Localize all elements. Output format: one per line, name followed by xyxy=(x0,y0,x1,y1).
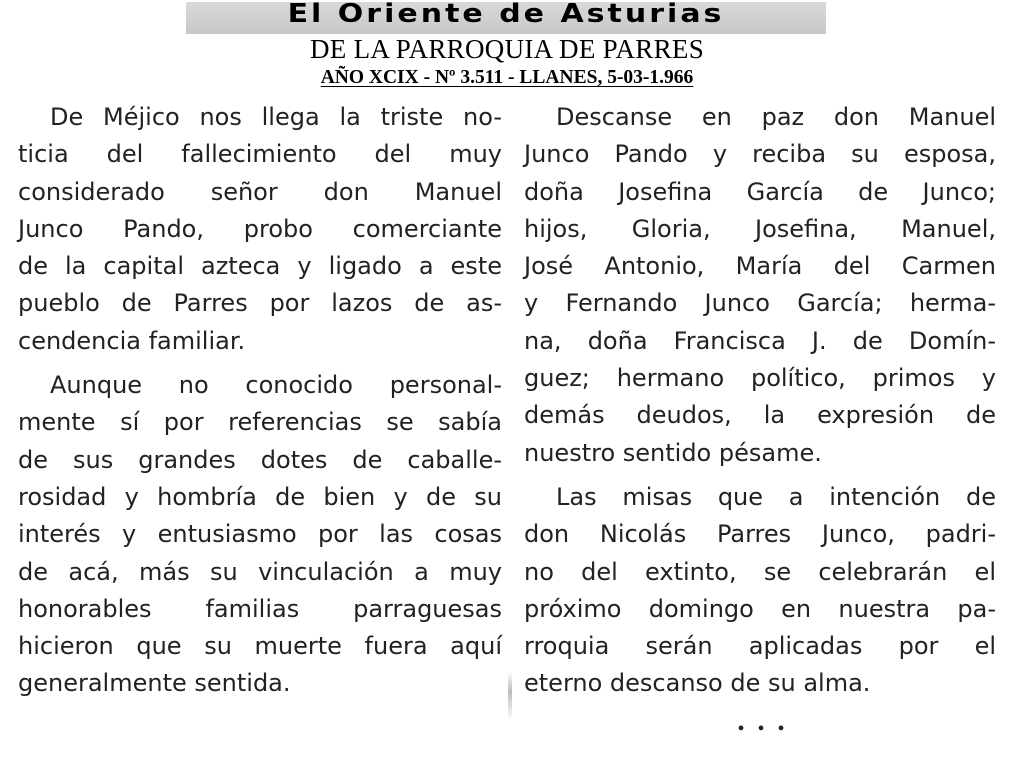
text-line: rroquia serán aplicadas por el xyxy=(524,632,996,661)
text-line: hicieron que su muerte fuera aquí xyxy=(18,632,502,661)
text-line: mente sí por referencias se sabía xyxy=(18,408,502,437)
text-line: hijos, Gloria, Josefina, Manuel, xyxy=(524,214,996,243)
text-line: de acá, más su vinculación a muy xyxy=(18,557,502,586)
paragraph-4 xyxy=(524,479,996,703)
text-line: rosidad y hombría de bien y de su xyxy=(18,482,502,511)
text-line: cendencia familiar. xyxy=(18,326,246,355)
text-line: Las misas que a intención de xyxy=(556,482,996,511)
text-line: ticia del fallecimiento del muy xyxy=(18,140,502,169)
text-line: honorables familias parraguesas xyxy=(18,594,502,623)
text-line: doña Josefina García de Junco; xyxy=(524,177,996,206)
text-line: próximo domingo en nuestra pa- xyxy=(524,594,996,623)
text-line: generalmente sentida. xyxy=(18,669,291,698)
text-line: José Antonio, María del Carmen xyxy=(524,252,996,281)
text-line: Descanse en paz don Manuel xyxy=(556,103,996,131)
issue-line-text: AÑO XCIX - Nº 3.511 - LLANES, 5-03-1.966 xyxy=(320,67,694,88)
paragraph-1 xyxy=(18,99,502,360)
text-line: eterno descanso de su alma. xyxy=(524,669,871,698)
text-line: y Fernando Junco García; herma- xyxy=(524,289,996,318)
text-line: no del extinto, se celebrarán el xyxy=(524,557,996,586)
left-column xyxy=(18,99,502,703)
end-mark: • • • xyxy=(737,718,789,740)
text-line: Aunque no conocido personal- xyxy=(50,371,502,400)
text-line: de sus grandes dotes de caballe- xyxy=(18,445,502,474)
paragraph-2 xyxy=(18,367,502,703)
text-line: Junco Pando, probo comerciante xyxy=(18,214,502,243)
text-line: guez; hermano político, primos y xyxy=(524,364,996,393)
right-column xyxy=(524,99,996,703)
paragraph-3 xyxy=(524,99,996,472)
issue-line xyxy=(0,66,1014,90)
text-line: nuestro sentido pésame. xyxy=(524,438,822,467)
column-divider xyxy=(508,672,512,720)
section-subtitle: DE LA PARROQUIA DE PARRES xyxy=(309,34,705,64)
text-line: na, doña Francisca J. de Domín- xyxy=(524,326,996,355)
text-line: don Nicolás Parres Junco, padri- xyxy=(524,520,996,549)
text-line: interés y entusiasmo por las cosas xyxy=(18,520,502,549)
newspaper-title: El Oriente de Asturias xyxy=(287,0,725,30)
text-line: Junco Pando y reciba su esposa, xyxy=(524,140,996,169)
masthead xyxy=(0,0,1014,100)
text-line: pueblo de Parres por lazos de as- xyxy=(18,289,502,318)
text-line: de la capital azteca y ligado a este xyxy=(18,252,502,281)
text-line: De Méjico nos llega la triste no- xyxy=(50,103,502,131)
text-line: demás deudos, la expresión de xyxy=(524,401,996,430)
text-line: considerado señor don Manuel xyxy=(18,177,502,206)
